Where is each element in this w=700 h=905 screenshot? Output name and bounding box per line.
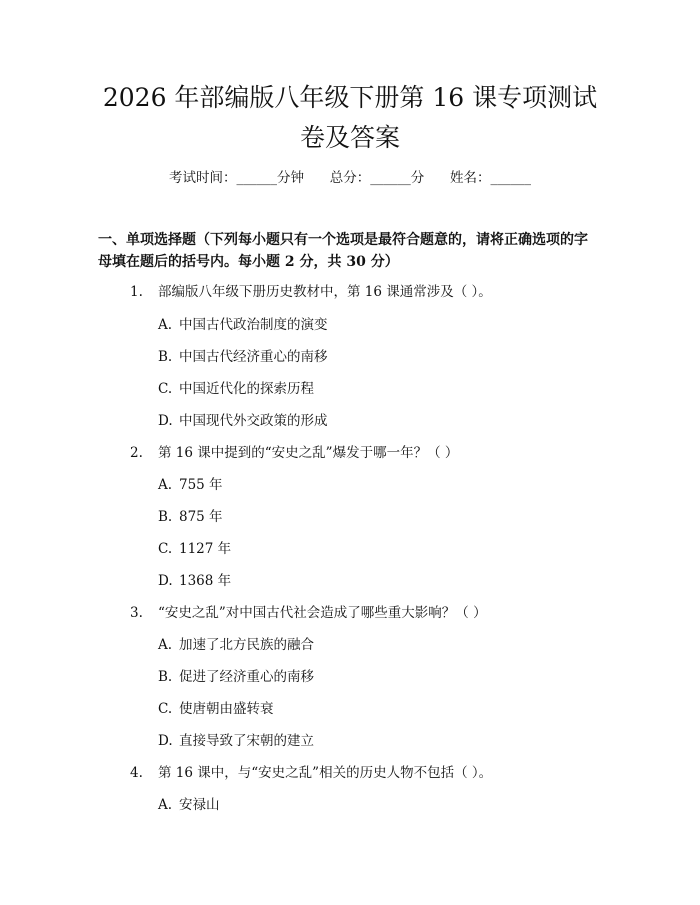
score-blank: ______ <box>370 170 411 186</box>
option-letter: D. <box>158 733 173 749</box>
option-letter: B. <box>158 669 173 685</box>
option-3a <box>158 635 598 655</box>
option-letter: D. <box>158 413 173 429</box>
option-text: 1127 年 <box>179 541 232 557</box>
option-letter: B. <box>158 349 173 365</box>
option-2d <box>158 571 598 591</box>
question-3 <box>130 603 610 623</box>
option-letter: C. <box>158 381 173 397</box>
option-letter: A. <box>158 477 173 493</box>
option-text: 755 年 <box>179 477 223 493</box>
option-2a <box>158 475 598 495</box>
option-2b <box>158 507 598 527</box>
score-unit: 分 <box>410 170 425 186</box>
option-text: 安禄山 <box>179 797 220 813</box>
name-blank: ______ <box>490 170 531 186</box>
question-number: 1. <box>130 284 143 300</box>
time-blank: ______ <box>236 170 277 186</box>
option-3d <box>158 731 598 751</box>
option-1b <box>158 347 598 367</box>
option-text: 中国古代经济重心的南移 <box>179 349 328 365</box>
question-1 <box>130 282 610 302</box>
option-letter: A. <box>158 317 173 333</box>
question-number: 4. <box>130 765 143 781</box>
option-2c <box>158 539 598 559</box>
option-text: 中国现代外交政策的形成 <box>179 413 328 429</box>
option-1d <box>158 411 598 431</box>
option-text: 直接导致了宋朝的建立 <box>179 733 314 749</box>
option-4a <box>158 795 598 815</box>
question-text: 部编版八年级下册历史教材中，第 16 课通常涉及（ ）。 <box>158 284 492 300</box>
score-label: 总分： <box>329 170 371 186</box>
time-unit: 分钟 <box>277 170 304 186</box>
option-text: 促进了经济重心的南移 <box>179 669 314 685</box>
question-4 <box>130 763 610 783</box>
option-text: 使唐朝由盛转衰 <box>179 701 274 717</box>
question-text: 第 16 课中，与“安史之乱”相关的历史人物不包括（ ）。 <box>158 765 493 781</box>
option-letter: A. <box>158 637 173 653</box>
question-number: 3. <box>130 605 143 621</box>
option-letter: B. <box>158 509 173 525</box>
time-label: 考试时间： <box>169 170 237 186</box>
option-letter: A. <box>158 797 173 813</box>
option-1c <box>158 379 598 399</box>
option-letter: C. <box>158 541 173 557</box>
section-heading: 一、单项选择题（下列每小题只有一个选项是最符合题意的，请将正确选项的字母填在题后的括号内。每小题 2 分，共 30 分） <box>98 232 588 270</box>
name-label: 姓名： <box>450 170 491 186</box>
option-text: 875 年 <box>179 509 223 525</box>
option-letter: D. <box>158 573 173 589</box>
option-text: 中国近代化的探索历程 <box>179 381 314 397</box>
option-letter: C. <box>158 701 173 717</box>
question-2 <box>130 443 610 463</box>
question-text: “安史之乱”对中国古代社会造成了哪些重大影响？（ ） <box>158 605 487 621</box>
option-text: 加速了北方民族的融合 <box>179 637 314 653</box>
option-text: 中国古代政治制度的演变 <box>179 317 328 333</box>
option-3b <box>158 667 598 687</box>
option-1a <box>158 315 598 335</box>
page-title: 2026 年部编版八年级下册第 16 课专项测试卷及答案 <box>102 83 598 152</box>
option-3c <box>158 699 598 719</box>
exam-info-line <box>0 168 700 188</box>
option-text: 1368 年 <box>179 573 232 589</box>
question-text: 第 16 课中提到的“安史之乱”爆发于哪一年？（ ） <box>158 445 459 461</box>
question-number: 2. <box>130 445 143 461</box>
